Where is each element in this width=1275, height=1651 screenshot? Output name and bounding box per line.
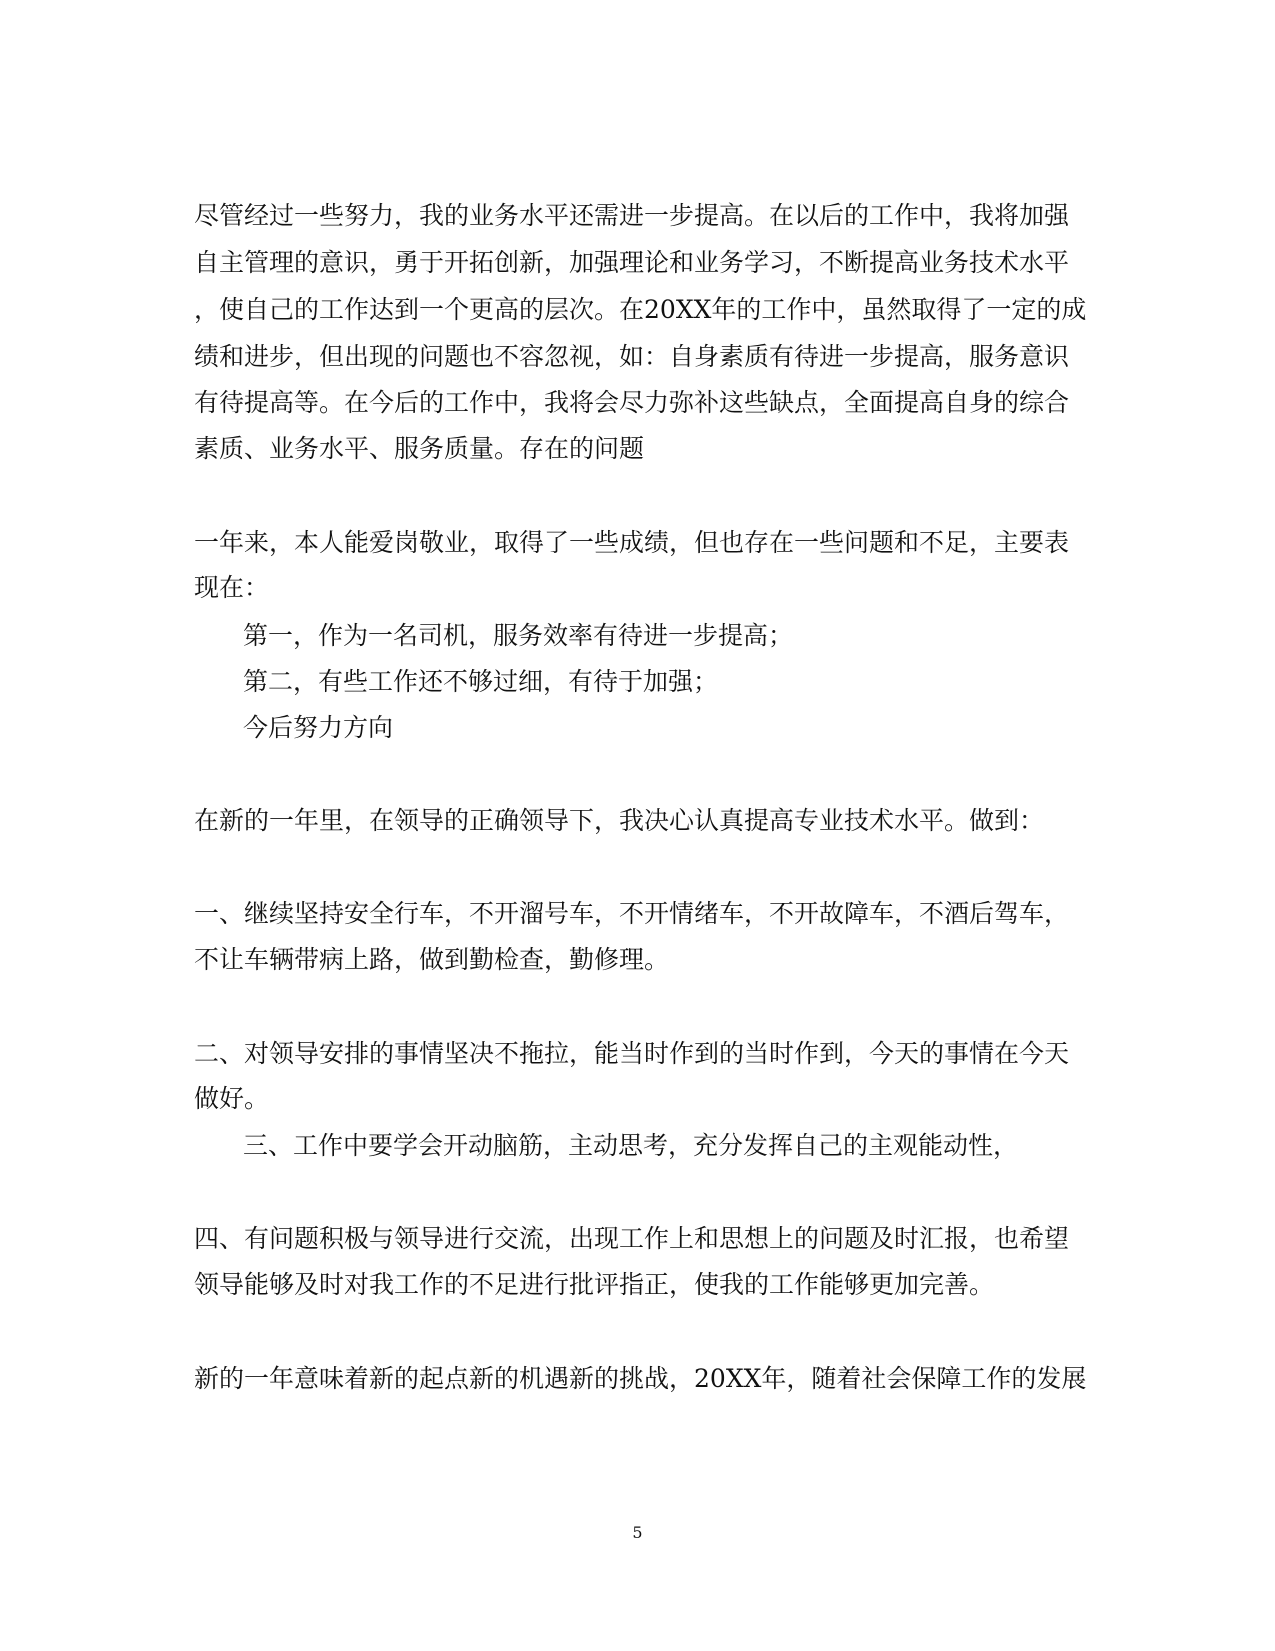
paragraph-line: 不让车辆带病上路，做到勤检查，勤修理。 (194, 945, 670, 974)
paragraph-line: 做好。 (194, 1084, 270, 1113)
paragraph-line: 一、继续坚持安全行车，不开溜号车，不开情绪车，不开故障车，不酒后驾车， (194, 899, 1070, 928)
paragraph-line: 在新的一年里，在领导的正确领导下，我决心认真提高专业技术水平。做到： (194, 806, 1045, 835)
list-item: 第二，有些工作还不够过细，有待于加强； (243, 667, 719, 696)
paragraph-line: 素质、业务水平、服务质量。存在的问题 (194, 434, 645, 463)
paragraph-line: 四、有问题积极与领导进行交流，出现工作上和思想上的问题及时汇报，也希望 (194, 1224, 1070, 1253)
list-item: 三、工作中要学会开动脑筋，主动思考，充分发挥自己的主观能动性， (243, 1131, 1019, 1160)
paragraph-line: 绩和进步，但出现的问题也不容忽视，如：自身素质有待进一步提高，服务意识 (194, 342, 1070, 371)
paragraph-line: 二、对领导安排的事情坚决不拖拉，能当时作到的当时作到，今天的事情在今天 (194, 1039, 1070, 1068)
paragraph-line: 有待提高等。在今后的工作中，我将会尽力弥补这些缺点，全面提高自身的综合 (194, 388, 1070, 417)
page-number: 5 (632, 1523, 643, 1542)
paragraph-line: ，使自己的工作达到一个更高的层次。在20XX年的工作中，虽然取得了一定的成 (194, 295, 1087, 324)
list-item: 第一，作为一名司机，服务效率有待进一步提高； (243, 621, 794, 650)
paragraph-line: 领导能够及时对我工作的不足进行批评指正，使我的工作能够更加完善。 (194, 1270, 995, 1299)
paragraph-line: 自主管理的意识，勇于开拓创新，加强理论和业务学习，不断提高业务技术水平 (194, 248, 1070, 277)
paragraph-line: 一年来，本人能爱岗敬业，取得了一些成绩，但也存在一些问题和不足，主要表 (194, 528, 1070, 557)
paragraph-line: 新的一年意味着新的起点新的机遇新的挑战，20XX年，随着社会保障工作的发展 (194, 1364, 1087, 1393)
section-heading: 今后努力方向 (243, 713, 394, 742)
paragraph-line: 现在： (194, 573, 270, 602)
paragraph-line: 尽管经过一些努力，我的业务水平还需进一步提高。在以后的工作中，我将加强 (194, 201, 1070, 230)
